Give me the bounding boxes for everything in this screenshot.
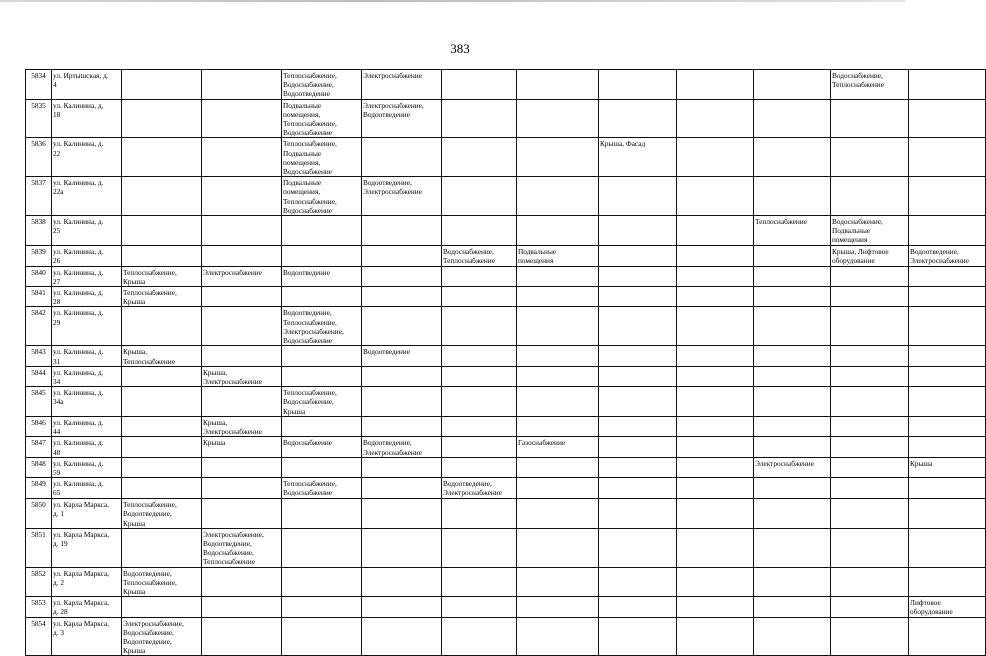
table-body [26, 70, 986, 656]
address-cell: ул. Карла Маркса, д. 19 [52, 528, 122, 567]
works-cell [282, 346, 362, 366]
address-cell: ул. Калинина, д. 44 [52, 416, 122, 436]
works-cell [517, 597, 599, 617]
works-cell [442, 528, 517, 567]
repair-schedule-table [25, 69, 986, 656]
works-cell: Водоснабжение, Теплоснабжение [831, 70, 909, 100]
works-cell [442, 216, 517, 246]
works-cell [677, 567, 754, 597]
works-cell [517, 177, 599, 216]
works-cell [517, 366, 599, 386]
works-cell [909, 287, 986, 307]
works-cell [517, 99, 599, 138]
works-cell [202, 245, 282, 266]
works-cell [754, 266, 831, 286]
row-number-cell: 5854 [26, 617, 52, 656]
works-cell [517, 216, 599, 246]
works-cell: Теплоснабжение, Водоснабжение, Крыша [282, 387, 362, 417]
works-cell [677, 216, 754, 246]
works-cell [677, 266, 754, 286]
works-cell [599, 216, 677, 246]
works-cell [909, 416, 986, 436]
works-cell [754, 499, 831, 529]
address-cell: ул. Калинина, д. 22 [52, 138, 122, 177]
row-number-cell: 5851 [26, 528, 52, 567]
works-cell [442, 346, 517, 366]
table-row [26, 245, 986, 266]
works-cell [754, 245, 831, 266]
works-cell [202, 387, 282, 417]
works-cell [517, 499, 599, 529]
row-number-cell: 5837 [26, 177, 52, 216]
works-cell [754, 307, 831, 346]
works-cell [122, 245, 202, 266]
works-cell [831, 138, 909, 177]
address-cell: ул. Калинина, д. 22а [52, 177, 122, 216]
works-cell [282, 366, 362, 386]
table-row [26, 346, 986, 366]
works-cell [831, 567, 909, 597]
works-cell: Водоотведение, Электроснабжение [442, 478, 517, 499]
works-cell: Подвальные помещения [517, 245, 599, 266]
works-cell [362, 617, 442, 656]
works-cell [362, 528, 442, 567]
works-cell [754, 437, 831, 457]
works-cell [517, 387, 599, 417]
address-cell: ул. Калинина, д. 27 [52, 266, 122, 286]
works-cell [517, 266, 599, 286]
works-cell [362, 499, 442, 529]
row-number-cell: 5835 [26, 99, 52, 138]
works-cell [754, 528, 831, 567]
works-cell: Водоотведение [282, 266, 362, 286]
works-cell: Лифтовое оборудование [909, 597, 986, 617]
works-cell: Подвальные помещения, Теплоснабжение, Водоснабжение [282, 177, 362, 216]
row-number-cell: 5838 [26, 216, 52, 246]
works-cell [442, 457, 517, 477]
works-cell [754, 567, 831, 597]
works-cell: Крыша, Лифтовое оборудование [831, 245, 909, 266]
works-cell [282, 457, 362, 477]
works-cell [282, 567, 362, 597]
works-cell [909, 387, 986, 417]
works-cell [754, 70, 831, 100]
works-cell: Водоотведение, Электроснабжение [362, 177, 442, 216]
works-cell [677, 99, 754, 138]
works-cell [517, 346, 599, 366]
works-cell [754, 177, 831, 216]
works-cell [202, 597, 282, 617]
works-cell [122, 216, 202, 246]
works-cell [677, 597, 754, 617]
works-cell: Крыша, Электроснабжение [202, 366, 282, 386]
works-cell [909, 617, 986, 656]
works-cell [599, 99, 677, 138]
works-cell [599, 597, 677, 617]
works-cell [677, 416, 754, 436]
works-cell [442, 177, 517, 216]
row-number-cell: 5846 [26, 416, 52, 436]
works-cell [442, 366, 517, 386]
works-cell [442, 70, 517, 100]
works-cell [754, 478, 831, 499]
works-cell [831, 387, 909, 417]
works-cell [282, 245, 362, 266]
works-cell [442, 387, 517, 417]
works-cell [754, 287, 831, 307]
works-cell: Водоснабжение [282, 437, 362, 457]
works-cell [282, 216, 362, 246]
works-cell: Крыша, Фасад [599, 138, 677, 177]
page-number: 383 [450, 41, 470, 56]
works-cell [362, 266, 442, 286]
table-row [26, 138, 986, 177]
works-cell: Теплоснабжение [754, 216, 831, 246]
works-cell [517, 70, 599, 100]
works-cell [442, 437, 517, 457]
row-number-cell: 5853 [26, 597, 52, 617]
address-cell: ул. Калинина, д. 34 [52, 366, 122, 386]
works-cell [517, 567, 599, 597]
works-cell [202, 177, 282, 216]
works-cell [202, 216, 282, 246]
table-row [26, 366, 986, 386]
table-row [26, 387, 986, 417]
works-cell: Газоснабжение [517, 437, 599, 457]
works-cell [599, 177, 677, 216]
works-cell [442, 99, 517, 138]
works-cell [831, 528, 909, 567]
scan-top-edge [0, 0, 905, 2]
works-cell [282, 499, 362, 529]
works-cell: Электроснабжение [202, 266, 282, 286]
address-cell: ул. Калинина, д. 29 [52, 307, 122, 346]
works-cell [599, 617, 677, 656]
works-cell [442, 416, 517, 436]
works-cell [517, 617, 599, 656]
works-cell [831, 307, 909, 346]
works-cell [909, 216, 986, 246]
works-cell [442, 307, 517, 346]
works-cell [677, 387, 754, 417]
works-cell [909, 478, 986, 499]
address-cell: ул. Карла Маркса, д. 28 [52, 597, 122, 617]
works-cell [831, 437, 909, 457]
works-cell [202, 70, 282, 100]
works-cell [754, 597, 831, 617]
works-cell [909, 307, 986, 346]
works-cell [362, 416, 442, 436]
works-cell [202, 457, 282, 477]
address-cell: ул. Калинина, д. 65 [52, 478, 122, 499]
works-cell [677, 617, 754, 656]
works-cell: Водоснабжение, Теплоснабжение [442, 245, 517, 266]
works-cell [202, 346, 282, 366]
works-cell: Водоснабжение, Подвальные помещения [831, 216, 909, 246]
works-cell [754, 346, 831, 366]
works-cell: Электроснабжение, Водоотведение, Водоснабжение, Теплоснабжение [202, 528, 282, 567]
works-cell: Подвальные помещения, Теплоснабжение, Водоснабжение [282, 99, 362, 138]
works-cell [677, 346, 754, 366]
works-cell [362, 138, 442, 177]
works-cell [517, 138, 599, 177]
table-row [26, 307, 986, 346]
works-cell [362, 216, 442, 246]
table-row [26, 70, 986, 100]
works-cell [122, 177, 202, 216]
works-cell [754, 366, 831, 386]
works-cell [517, 416, 599, 436]
address-cell: ул. Калинина, д. 18 [52, 99, 122, 138]
row-number-cell: 5843 [26, 346, 52, 366]
works-cell [362, 478, 442, 499]
works-cell [599, 416, 677, 436]
works-cell [362, 597, 442, 617]
works-cell [362, 387, 442, 417]
works-cell [122, 528, 202, 567]
works-cell [831, 597, 909, 617]
table-row [26, 528, 986, 567]
works-cell [677, 177, 754, 216]
works-cell [517, 307, 599, 346]
works-cell [599, 287, 677, 307]
works-cell [202, 478, 282, 499]
table-row [26, 478, 986, 499]
works-cell [122, 597, 202, 617]
works-cell [599, 457, 677, 477]
address-cell: ул. Карла Маркса, д. 2 [52, 567, 122, 597]
works-cell [517, 287, 599, 307]
address-cell: ул. Карла Маркса, д. 1 [52, 499, 122, 529]
works-cell [909, 70, 986, 100]
row-number-cell: 5834 [26, 70, 52, 100]
row-number-cell: 5844 [26, 366, 52, 386]
address-cell: ул. Иртышская, д. 4 [52, 70, 122, 100]
works-cell [754, 416, 831, 436]
works-cell: Водоотведение, Электроснабжение [909, 245, 986, 266]
table-row [26, 457, 986, 477]
works-cell [677, 138, 754, 177]
address-cell: ул. Калинина, д. 31 [52, 346, 122, 366]
works-cell [599, 437, 677, 457]
works-cell [122, 457, 202, 477]
works-cell [362, 567, 442, 597]
works-cell: Электроснабжение [754, 457, 831, 477]
row-number-cell: 5836 [26, 138, 52, 177]
works-cell [677, 528, 754, 567]
works-cell: Теплоснабжение, Водоснабжение, Водоотведение [282, 70, 362, 100]
works-cell [754, 99, 831, 138]
row-number-cell: 5839 [26, 245, 52, 266]
works-cell: Водоотведение [362, 346, 442, 366]
works-cell [909, 266, 986, 286]
works-cell [362, 287, 442, 307]
works-cell [599, 245, 677, 266]
works-cell [202, 567, 282, 597]
works-cell [677, 478, 754, 499]
table-row [26, 416, 986, 436]
works-cell [122, 437, 202, 457]
works-cell [599, 366, 677, 386]
works-cell [831, 416, 909, 436]
works-cell [831, 346, 909, 366]
works-cell [599, 387, 677, 417]
row-number-cell: 5849 [26, 478, 52, 499]
address-cell: ул. Калинина, д. 59 [52, 457, 122, 477]
works-cell [909, 567, 986, 597]
works-cell: Электроснабжение [362, 70, 442, 100]
works-cell [831, 478, 909, 499]
works-cell [517, 528, 599, 567]
works-cell [517, 478, 599, 499]
works-cell [202, 138, 282, 177]
works-cell [122, 99, 202, 138]
works-cell [442, 597, 517, 617]
works-cell [677, 366, 754, 386]
works-cell [831, 617, 909, 656]
table-row [26, 597, 986, 617]
address-cell: ул. Карла Маркса, д. 3 [52, 617, 122, 656]
works-cell [202, 287, 282, 307]
works-cell: Водоотведение, Теплоснабжение, Крыша [122, 567, 202, 597]
works-cell [831, 99, 909, 138]
works-cell [677, 287, 754, 307]
table-row [26, 99, 986, 138]
works-cell: Теплоснабжение, Подвальные помещения, Водоснабжение [282, 138, 362, 177]
works-cell: Электроснабжение, Водоотведение [362, 99, 442, 138]
table-row [26, 499, 986, 529]
works-cell [599, 307, 677, 346]
works-cell [754, 387, 831, 417]
table-row [26, 216, 986, 246]
works-cell [122, 478, 202, 499]
works-cell [831, 457, 909, 477]
row-number-cell: 5852 [26, 567, 52, 597]
works-cell [442, 499, 517, 529]
works-cell [831, 266, 909, 286]
works-cell [442, 567, 517, 597]
row-number-cell: 5845 [26, 387, 52, 417]
address-cell: ул. Калинина, д. 25 [52, 216, 122, 246]
works-cell: Теплоснабжение, Крыша [122, 287, 202, 307]
works-cell: Электроснабжение, Водоснабжение, Водоотведение, Крыша [122, 617, 202, 656]
works-cell [282, 287, 362, 307]
works-cell [202, 499, 282, 529]
address-cell: ул. Калинина, д. 26 [52, 245, 122, 266]
works-cell [599, 70, 677, 100]
works-cell [122, 387, 202, 417]
works-cell [909, 499, 986, 529]
works-cell: Теплоснабжение, Водоснабжение [282, 478, 362, 499]
table-row [26, 437, 986, 457]
works-cell [599, 567, 677, 597]
works-cell [677, 457, 754, 477]
works-cell: Теплоснабжение, Крыша [122, 266, 202, 286]
works-cell [442, 287, 517, 307]
works-cell: Теплоснабжение, Водоотведение, Крыша [122, 499, 202, 529]
works-cell [282, 416, 362, 436]
works-cell [909, 346, 986, 366]
table-row [26, 617, 986, 656]
works-cell: Водоотведение, Теплоснабжение, Электроснабжение, Водоснабжение [282, 307, 362, 346]
works-cell [442, 138, 517, 177]
row-number-cell: 5840 [26, 266, 52, 286]
works-cell: Крыша [909, 457, 986, 477]
works-cell [831, 177, 909, 216]
works-cell [202, 99, 282, 138]
works-cell [909, 138, 986, 177]
works-cell [754, 138, 831, 177]
works-cell: Крыша [202, 437, 282, 457]
works-cell [599, 499, 677, 529]
works-cell: Крыша, Электроснабжение [202, 416, 282, 436]
works-cell [362, 307, 442, 346]
table-row [26, 567, 986, 597]
row-number-cell: 5842 [26, 307, 52, 346]
row-number-cell: 5848 [26, 457, 52, 477]
table-row [26, 266, 986, 286]
address-cell: ул. Калинина, д. 34а [52, 387, 122, 417]
works-cell [909, 528, 986, 567]
works-cell [362, 457, 442, 477]
works-cell [122, 366, 202, 386]
address-cell: ул. Калинина, д. 48 [52, 437, 122, 457]
works-cell [202, 617, 282, 656]
works-cell [122, 416, 202, 436]
works-cell [282, 597, 362, 617]
works-cell [677, 307, 754, 346]
works-cell [599, 478, 677, 499]
works-cell [122, 307, 202, 346]
row-number-cell: 5841 [26, 287, 52, 307]
works-cell [677, 437, 754, 457]
works-cell: Водоотведение, Электроснабжение [362, 437, 442, 457]
table-row [26, 287, 986, 307]
works-cell [909, 177, 986, 216]
works-cell [282, 617, 362, 656]
address-cell: ул. Калинина, д. 28 [52, 287, 122, 307]
works-cell [831, 499, 909, 529]
works-cell [677, 499, 754, 529]
works-cell [517, 457, 599, 477]
works-cell [677, 245, 754, 266]
works-cell [831, 287, 909, 307]
works-cell [362, 366, 442, 386]
works-cell [909, 99, 986, 138]
works-cell [599, 346, 677, 366]
works-cell [442, 266, 517, 286]
works-cell [599, 528, 677, 567]
row-number-cell: 5847 [26, 437, 52, 457]
works-cell [677, 70, 754, 100]
works-cell [282, 528, 362, 567]
table-row [26, 177, 986, 216]
row-number-cell: 5850 [26, 499, 52, 529]
works-cell [831, 366, 909, 386]
works-cell [909, 366, 986, 386]
works-cell: Крыша, Теплоснабжение [122, 346, 202, 366]
works-cell [122, 138, 202, 177]
works-cell [754, 617, 831, 656]
works-cell [122, 70, 202, 100]
works-cell [442, 617, 517, 656]
works-cell [362, 245, 442, 266]
works-cell [909, 437, 986, 457]
works-cell [202, 307, 282, 346]
works-cell [599, 266, 677, 286]
